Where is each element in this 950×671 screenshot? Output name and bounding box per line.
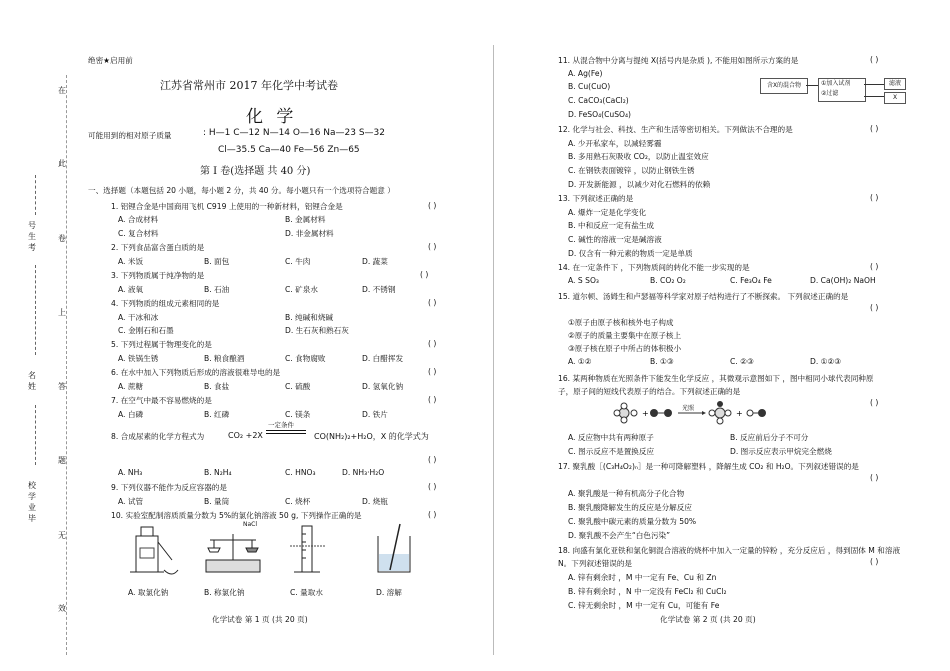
option-d[interactable]: D. ①②③ bbox=[810, 357, 842, 366]
binding-char: 卷 bbox=[58, 234, 66, 243]
option-d[interactable]: D. 非金属材料 bbox=[285, 229, 334, 238]
question-14: 14. 在一定条件下 ，下列物质间的转化不能一步实现的是 bbox=[558, 263, 750, 272]
answer-blank[interactable]: ( ) bbox=[428, 339, 437, 348]
option-b[interactable]: B. Cu(CuO) bbox=[568, 82, 611, 91]
flow-step-1: ①加入试剂 bbox=[821, 80, 851, 87]
answer-blank[interactable]: ( ) bbox=[420, 270, 429, 279]
option-c[interactable]: C. Fe₃O₄ Fe bbox=[730, 276, 772, 285]
option-a[interactable]: A. 干冰和冰 bbox=[118, 313, 159, 322]
equation-left: CO₂ +2X bbox=[228, 431, 263, 440]
option-a[interactable]: A. Ag(Fe) bbox=[568, 69, 603, 78]
binding-char: 无 bbox=[58, 531, 66, 540]
answer-blank[interactable]: ( ) bbox=[428, 395, 437, 404]
option-c[interactable]: C. 聚乳酸中碳元素的质量分数为 50% bbox=[568, 517, 697, 526]
exam-number-field: 号生考 bbox=[28, 221, 36, 252]
option-d[interactable]: D. 铁片 bbox=[362, 410, 388, 419]
option-a[interactable]: A. 聚乳酸是一种有机高分子化合物 bbox=[568, 489, 685, 498]
binding-char: 上 bbox=[58, 308, 66, 317]
option-c[interactable]: C. 碱性的溶液一定是碱溶液 bbox=[568, 235, 662, 244]
molecular-reaction-diagram bbox=[612, 398, 812, 428]
svg-text:光照: 光照 bbox=[682, 405, 695, 412]
binding-char: 题 bbox=[58, 456, 66, 465]
option-d[interactable]: D. NH₃·H₂O bbox=[342, 468, 385, 477]
option-c[interactable]: C. 食物腐败 bbox=[285, 354, 326, 363]
fill-line bbox=[35, 175, 36, 215]
binding-char: 此 bbox=[58, 159, 66, 168]
option-b[interactable]: B. 纯碱和烧碱 bbox=[285, 313, 334, 322]
option-a[interactable]: A. 试管 bbox=[118, 497, 144, 506]
option-b[interactable]: B. N₂H₄ bbox=[204, 468, 232, 477]
graduated-cylinder-icon bbox=[288, 522, 328, 580]
question-7: 7. 在空气中最不容易燃烧的是 bbox=[111, 396, 212, 405]
option-d[interactable]: D. 蔬菜 bbox=[362, 257, 388, 266]
instructions: 一、选择题（本题包括 20 小题，每小题 2 分，共 40 分。每小题只有一个选项符合题意 ） bbox=[88, 186, 395, 195]
option-b[interactable]: B. 多用熟石灰吸收 CO₂，以防止温室效应 bbox=[568, 152, 709, 161]
binding-char: 答 bbox=[58, 382, 66, 391]
question-6: 6. 在水中加入下列物质后形成的溶液很难导电的是 bbox=[111, 368, 281, 377]
equation-right: CO(NH₂)₂+H₂O，X 的化学式为 bbox=[314, 432, 429, 441]
flow-connector bbox=[864, 96, 884, 97]
question-11: 11. 从混合物中分离与提纯 X(括号内是杂质 ), 不能用如图所示方案的是 bbox=[558, 56, 799, 65]
option-b[interactable]: B. ①③ bbox=[650, 357, 674, 366]
svg-text:+: + bbox=[642, 409, 649, 418]
svg-text:+: + bbox=[736, 409, 743, 418]
option-c[interactable]: C. 矿泉水 bbox=[285, 285, 318, 294]
binding-char: 在 bbox=[58, 86, 66, 95]
flow-connector bbox=[864, 84, 884, 85]
option-b[interactable]: B. 聚乳酸降解发生的反应是分解反应 bbox=[568, 503, 692, 512]
option-b[interactable]: B. 粮食酿酒 bbox=[204, 354, 245, 363]
option-c[interactable]: C. 烧杯 bbox=[285, 497, 311, 506]
option-c[interactable]: C. HNO₃ bbox=[285, 468, 316, 477]
statement-3: ③原子核在原子中所占的体积极小 bbox=[568, 344, 682, 353]
equation-arrow bbox=[266, 433, 306, 434]
answer-blank[interactable]: ( ) bbox=[428, 510, 437, 519]
option-a[interactable]: A. 液氧 bbox=[118, 285, 144, 294]
option-b[interactable]: B. 金属材料 bbox=[285, 215, 326, 224]
option-a[interactable]: A. ①② bbox=[568, 357, 592, 366]
option-a[interactable]: A. 米饭 bbox=[118, 257, 144, 266]
question-1: 1. 铝锂合金是中国商用飞机 C919 上使用的一种新材料，铝锂合金是 bbox=[111, 202, 343, 211]
option-a[interactable]: A. S SO₃ bbox=[568, 276, 599, 285]
option-b[interactable]: B. CO₂ O₂ bbox=[650, 276, 686, 285]
answer-blank[interactable]: ( ) bbox=[870, 55, 879, 64]
statement-2: ②原子的质量主要集中在原子核上 bbox=[568, 331, 682, 340]
nacl-label: NaCl bbox=[243, 521, 258, 528]
option-d[interactable]: D. Ca(OH)₂ NaOH bbox=[810, 276, 876, 285]
question-3: 3. 下列物质属于纯净物的是 bbox=[111, 271, 205, 280]
option-a[interactable]: A. 白磷 bbox=[118, 410, 144, 419]
flow-solid-box: X bbox=[884, 92, 906, 104]
atomic-mass-line2: Cl—35.5 Ca—40 Fe—56 Zn—65 bbox=[218, 145, 360, 155]
footer-right: 化学试卷 第 2 页 (共 20 页) bbox=[660, 615, 756, 624]
confidential-mark: 绝密★启用前 bbox=[88, 56, 133, 65]
question-13: 13. 下列叙述正确的是 bbox=[558, 194, 634, 203]
answer-blank[interactable]: ( ) bbox=[870, 303, 879, 312]
answer-blank[interactable]: ( ) bbox=[428, 482, 437, 491]
statement-1: ①原子由原子核和核外电子构成 bbox=[568, 318, 674, 327]
question-18: 18. 向盛有氯化亚铁和氯化铜混合溶液的烧杯中加入一定量的锌粉 ，充分反应后 ，得到固体 M 和溶液 N。下列叙述错误的是 bbox=[558, 546, 901, 568]
option-d[interactable]: D. FeSO₄(CuSO₄) bbox=[568, 110, 632, 119]
option-c[interactable]: C. ②③ bbox=[730, 357, 754, 366]
option-c[interactable]: C. 金刚石和石墨 bbox=[118, 326, 174, 335]
binding-dashed-line bbox=[66, 75, 67, 655]
option-d[interactable]: D. 仅含有一种元素的物质一定是单质 bbox=[568, 249, 693, 258]
subject-title: 化 学 bbox=[246, 107, 298, 127]
school-field: 校学业毕 bbox=[28, 481, 36, 523]
answer-blank[interactable]: ( ) bbox=[428, 455, 437, 464]
flow-steps-box bbox=[818, 78, 866, 102]
question-2: 2. 下列食品富含蛋白质的是 bbox=[111, 243, 205, 252]
option-d[interactable]: D. 白醋挥发 bbox=[362, 354, 404, 363]
answer-blank[interactable]: ( ) bbox=[870, 473, 879, 482]
option-a[interactable]: A. 爆炸一定是化学变化 bbox=[568, 208, 647, 217]
atomic-mass-line1: : H—1 C—12 N—14 O—16 Na—23 S—32 bbox=[203, 128, 386, 138]
option-a[interactable]: A. 取氯化钠 bbox=[128, 588, 169, 597]
option-b[interactable]: B. 称氯化钠 bbox=[204, 588, 245, 597]
reagent-bottle-icon bbox=[128, 522, 180, 580]
answer-blank[interactable]: ( ) bbox=[428, 298, 437, 307]
option-c[interactable]: C. 图示反应不是置换反应 bbox=[568, 447, 655, 456]
fill-line bbox=[35, 265, 36, 355]
option-d[interactable]: D. 开发新能源 ，以减少对化石燃料的依赖 bbox=[568, 180, 711, 189]
option-d[interactable]: D. 氢氧化钠 bbox=[362, 382, 404, 391]
footer-left: 化学试卷 第 1 页 (共 20 页) bbox=[212, 615, 308, 624]
beaker-stirring-icon bbox=[370, 522, 420, 580]
question-10: 10. 实验室配制溶质质量分数为 5%的氯化钠溶液 50 g, 下列操作正确的是 bbox=[111, 511, 362, 520]
flow-connector bbox=[806, 85, 818, 86]
option-c[interactable]: C. 量取水 bbox=[290, 588, 323, 597]
section-title: 第 I 卷(选择题 共 40 分) bbox=[200, 166, 311, 177]
answer-blank[interactable]: ( ) bbox=[428, 367, 437, 376]
answer-blank[interactable]: ( ) bbox=[428, 201, 437, 210]
option-d[interactable]: D. 图示反应表示甲烷完全燃烧 bbox=[730, 447, 832, 456]
option-b[interactable]: B. 中和反应一定有盐生成 bbox=[568, 221, 654, 230]
question-15: 15. 道尔顿、汤姆生和卢瑟福等科学家对原子结构进行了不断探索。 下列叙述正确的是 bbox=[558, 292, 849, 301]
option-a[interactable]: A. 铁锅生锈 bbox=[118, 354, 159, 363]
option-b[interactable]: B. 红磷 bbox=[204, 410, 230, 419]
option-b[interactable]: B. 面包 bbox=[204, 257, 230, 266]
equation-condition: 一定条件 bbox=[268, 421, 294, 429]
option-c[interactable]: C. 锌无剩余时 ，M 中一定有 Cu，可能有 Fe bbox=[568, 601, 720, 610]
option-a[interactable]: A. 少开私家车，以减轻雾霾 bbox=[568, 139, 662, 148]
option-b[interactable]: B. 量筒 bbox=[204, 497, 230, 506]
option-b[interactable]: B. 锌有剩余时 ，N 中一定没有 FeCl₂ 和 CuCl₂ bbox=[568, 587, 727, 596]
option-d[interactable]: D. 不锈钢 bbox=[362, 285, 396, 294]
option-c[interactable]: C. 牛肉 bbox=[285, 257, 311, 266]
question-16: 16. 某两种物质在光照条件下能发生化学反应 ，其微观示意图如下 ，图中相同小球代表同种原子，原子间的短线代表原子的结合。下列叙述正确的是 bbox=[558, 374, 874, 396]
flow-step-2: ②过滤 bbox=[821, 90, 839, 97]
answer-blank[interactable]: ( ) bbox=[870, 557, 879, 566]
option-a[interactable]: A. 合成材料 bbox=[118, 215, 159, 224]
balance-scale-icon bbox=[200, 522, 266, 580]
option-a[interactable]: A. 反应物中共有两种原子 bbox=[568, 433, 654, 442]
option-d[interactable]: D. 聚乳酸不会产生“白色污染” bbox=[568, 531, 671, 540]
option-b[interactable]: B. 反应前后分子不可分 bbox=[730, 433, 809, 442]
option-c[interactable]: C. 硫酸 bbox=[285, 382, 311, 391]
option-b[interactable]: B. 食盐 bbox=[204, 382, 230, 391]
answer-blank[interactable]: ( ) bbox=[870, 398, 879, 407]
question-4: 4. 下列物质的组成元素相同的是 bbox=[111, 299, 220, 308]
student-name-field: 名姓 bbox=[28, 371, 36, 391]
option-c[interactable]: C. 复合材料 bbox=[118, 229, 159, 238]
page-divider bbox=[493, 45, 494, 655]
question-5: 5. 下列过程属于物理变化的是 bbox=[111, 340, 212, 349]
option-d[interactable]: D. 生石灰和熟石灰 bbox=[285, 326, 349, 335]
option-a[interactable]: A. 锌有剩余时 ，M 中一定有 Fe、Cu 和 Zn bbox=[568, 573, 717, 582]
question-9: 9. 下列仪器不能作为反应容器的是 bbox=[111, 483, 227, 492]
question-17: 17. 聚乳酸［(C₃H₄O₂)ₙ］是一种可降解塑料 ，降解生成 CO₂ 和 H₂O。下列叙述错误的是 bbox=[558, 462, 859, 471]
answer-blank[interactable]: ( ) bbox=[870, 193, 879, 202]
option-d[interactable]: D. 溶解 bbox=[376, 588, 402, 597]
option-a[interactable]: A. NH₃ bbox=[118, 468, 143, 477]
equation-arrow bbox=[266, 430, 306, 431]
option-b[interactable]: B. 石油 bbox=[204, 285, 230, 294]
option-d[interactable]: D. 烧瓶 bbox=[362, 497, 388, 506]
option-c[interactable]: C. 镁条 bbox=[285, 410, 311, 419]
question-8: 8. 合成尿素的化学方程式为 bbox=[111, 432, 205, 441]
flow-start-box: 含X的混合物 bbox=[760, 78, 808, 94]
answer-blank[interactable]: ( ) bbox=[870, 124, 879, 133]
binding-char: 效 bbox=[58, 604, 66, 613]
answer-blank[interactable]: ( ) bbox=[428, 242, 437, 251]
fill-line bbox=[35, 405, 36, 465]
atomic-mass-label: 可能用到的相对原子质量 bbox=[88, 131, 172, 140]
answer-blank[interactable]: ( ) bbox=[870, 262, 879, 271]
exam-title: 江苏省常州市 2017 年化学中考试卷 bbox=[160, 79, 338, 92]
flow-filtrate-box: 滤液 bbox=[884, 78, 906, 90]
option-c[interactable]: C. CaCO₃(CaCl₂) bbox=[568, 96, 629, 105]
option-c[interactable]: C. 在钢铁表面镀锌 ，以防止钢铁生锈 bbox=[568, 166, 695, 175]
option-a[interactable]: A. 蔗糖 bbox=[118, 382, 144, 391]
question-12: 12. 化学与社会、科技、生产和生活等密切相关。下列做法不合理的是 bbox=[558, 125, 793, 134]
